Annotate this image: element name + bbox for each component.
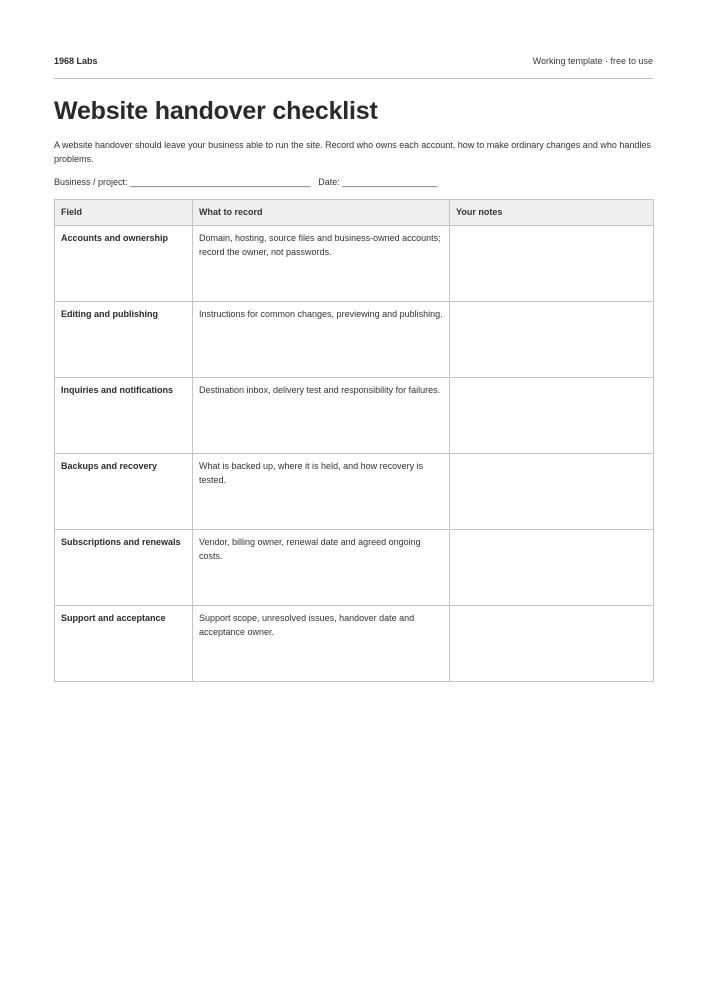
row-field-label: Backups and recovery (55, 454, 193, 530)
row-what-to-record: Instructions for common changes, previewing and publishing. (193, 302, 450, 378)
checklist-table (54, 199, 654, 682)
row-notes-cell[interactable] (450, 606, 654, 682)
column-header-what-to-record: What to record (193, 200, 450, 226)
row-field-label: Accounts and ownership (55, 226, 193, 302)
brand-name: 1968 Labs (54, 56, 98, 66)
row-what-to-record: Support scope, unresolved issues, handover date and acceptance owner. (193, 606, 450, 682)
header-divider (54, 78, 653, 79)
header-tagline: Working template · free to use (532, 56, 653, 66)
row-notes-cell[interactable] (450, 530, 654, 606)
column-header-your-notes: Your notes (450, 200, 654, 226)
row-what-to-record: What is backed up, where it is held, and how recovery is tested. (193, 454, 450, 530)
intro-paragraph: A website handover should leave your business able to run the site. Record who owns each account, how to make ordinary changes and who handles problems. (54, 140, 651, 164)
row-field-label: Support and acceptance (55, 606, 193, 682)
table-row (55, 302, 654, 378)
table-row (55, 226, 654, 302)
business-project-field[interactable]: Business / project: ____________________________________ (54, 177, 311, 187)
column-header-field: Field (55, 200, 193, 226)
row-notes-cell[interactable] (450, 378, 654, 454)
table-row (55, 378, 654, 454)
table-row (55, 606, 654, 682)
row-what-to-record: Domain, hosting, source files and business-owned accounts; record the owner, not passwords. (193, 226, 450, 302)
row-what-to-record: Vendor, billing owner, renewal date and agreed ongoing costs. (193, 530, 450, 606)
row-field-label: Inquiries and notifications (55, 378, 193, 454)
page-title: Website handover checklist (54, 97, 378, 125)
document-header (54, 55, 653, 69)
row-field-label: Editing and publishing (55, 302, 193, 378)
form-fields-line (54, 176, 437, 188)
table-row (55, 454, 654, 530)
table-header-row (55, 200, 654, 226)
row-what-to-record: Destination inbox, delivery test and responsibility for failures. (193, 378, 450, 454)
row-notes-cell[interactable] (450, 302, 654, 378)
row-field-label: Subscriptions and renewals (55, 530, 193, 606)
date-field[interactable]: Date: ___________________ (318, 177, 438, 187)
row-notes-cell[interactable] (450, 454, 654, 530)
table-row (55, 530, 654, 606)
row-notes-cell[interactable] (450, 226, 654, 302)
